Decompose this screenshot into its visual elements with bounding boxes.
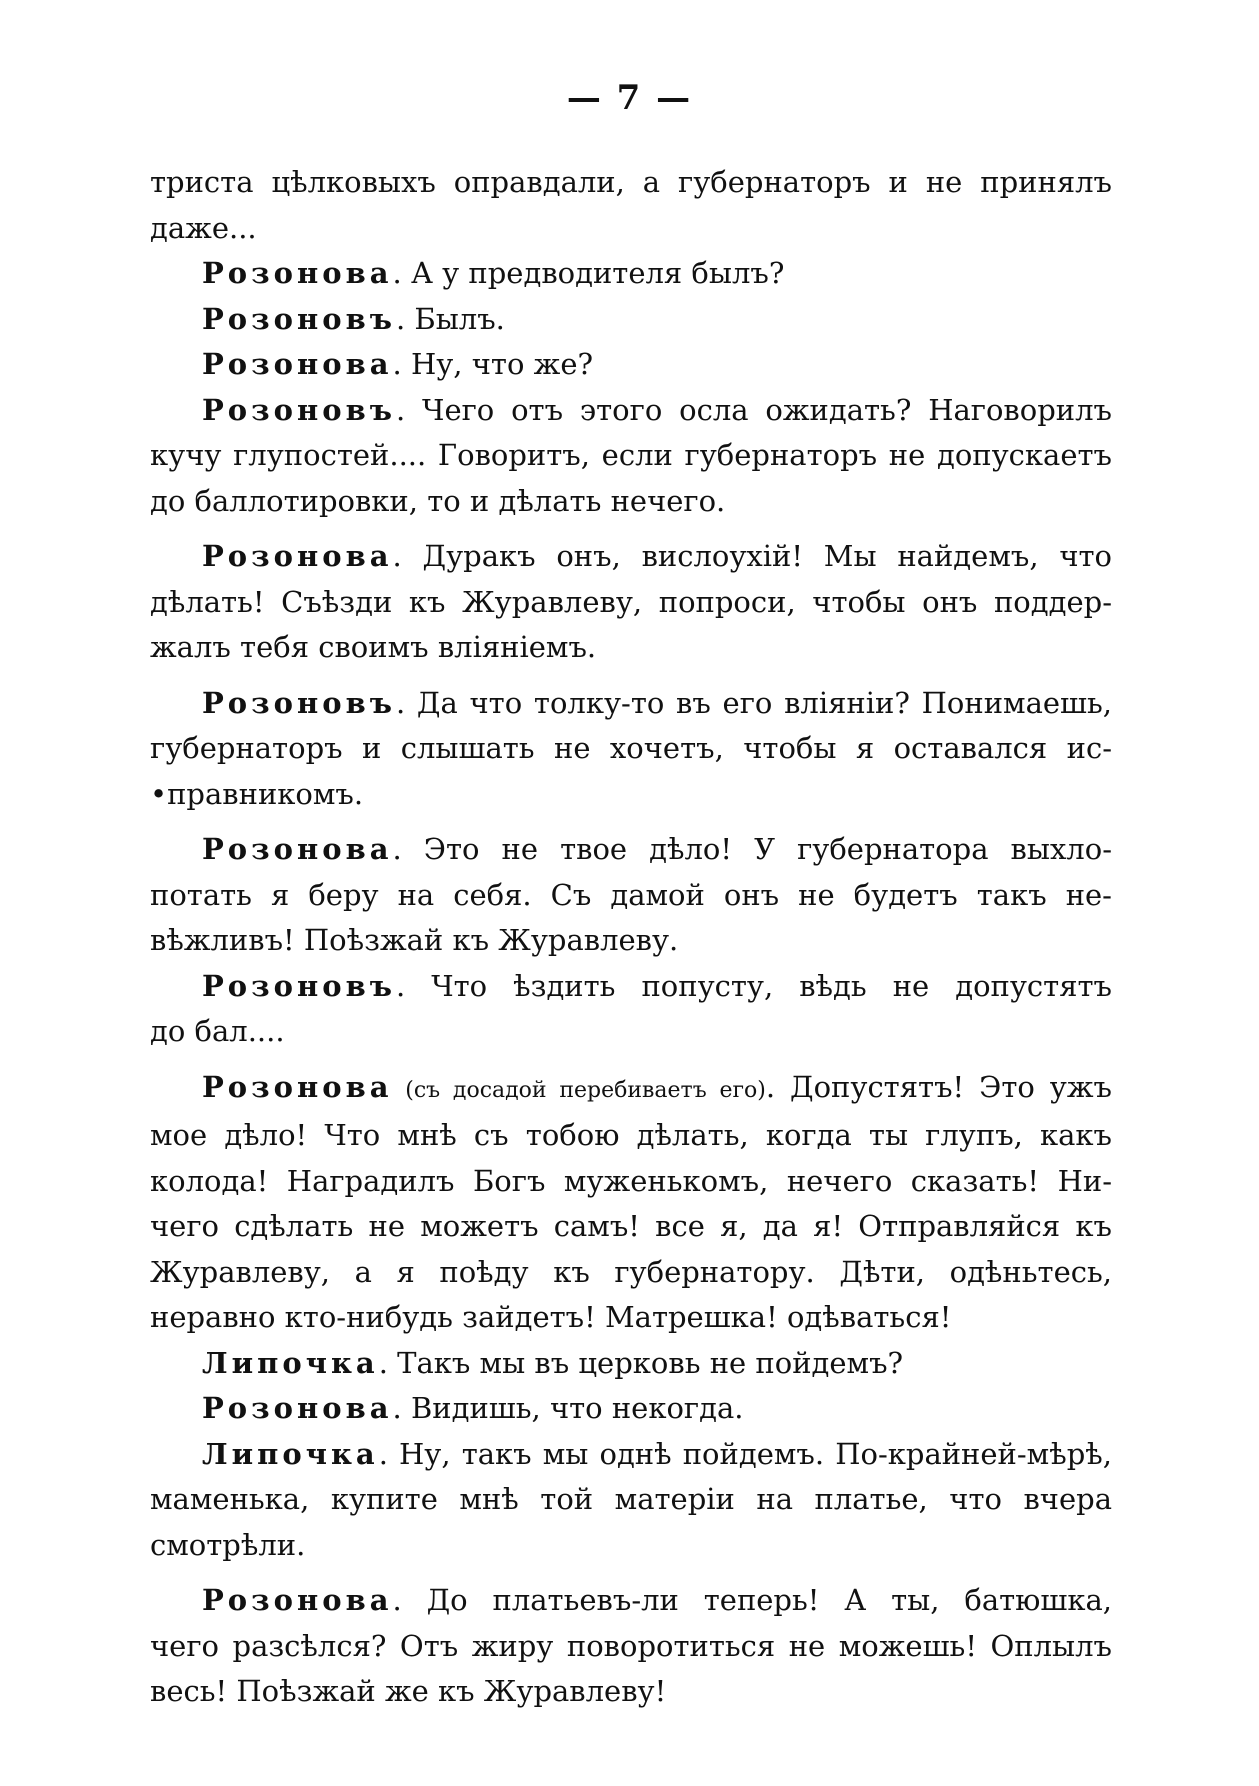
speech-text: . Чего отъ этого осла ожидать? Наговорилъ [395,392,1112,427]
speech-text: . Дуракъ онъ, вислоухій! Мы найдемъ, что [392,539,1112,573]
dialogue-line [150,297,1112,343]
page-number: — 7 — [566,78,693,118]
speaker-name: Розоновъ [202,392,396,427]
text-line: весь! Поѣзжай же къ Журавлеву! [150,1674,667,1708]
text-line: чего разсѣлся? Отъ жиру поворотиться не можешь! Оплылъ [150,1628,1112,1663]
stage-direction: (съ досадой перебиваетъ его) [392,1077,766,1103]
speaker-name: Розонова [202,347,393,381]
speaker-name: Розоновъ [202,685,396,720]
dialogue-line [150,388,1112,434]
speaker-name: Липочка [202,1436,379,1471]
text-line: даже... [150,210,257,245]
dialogue-line [150,251,1112,297]
dialogue-line [150,534,1112,580]
speech-text: . Да что толку-то въ его вліяніи? Понимаешь, [395,685,1112,720]
speaker-name: Розонова [202,1069,393,1104]
speech-text: . Видишь, что некогда. [392,1391,744,1425]
text-line: смотрѣли. [150,1527,306,1562]
text-line: до бал.... [150,1014,285,1048]
dialogue-line [150,1341,1112,1387]
text-line: колода! Наградилъ Богъ муженькомъ, нечего сказать! Ни- [150,1163,1112,1198]
dialogue-line [150,681,1112,727]
speech-text: . Ну, такъ мы однѣ пойдемъ. По-крайней-мѣрѣ, [378,1436,1112,1471]
text-line: маменька, купите мнѣ той матеріи на платье, что вчера [150,1482,1112,1516]
text-line: потать я беру на себя. Съ дамой онъ не будетъ такъ не- [150,877,1112,912]
text-line: вѣжливъ! Поѣзжай къ Журавлеву. [150,923,679,957]
text-line: до баллотировки, то и дѣлать нечего. [150,483,726,518]
speaker-name: Розонова [202,1583,393,1617]
play-text [150,160,1112,1715]
text-line: дѣлать! Съѣзди къ Журавлеву, попроси, чтобы онъ поддер- [150,584,1112,619]
speech-text: . Это не твое дѣло! У губернатора выхло- [392,832,1112,866]
text-line: неравно кто-нибудь зайдетъ! Матрешка! одѣваться! [150,1300,952,1334]
dialogue-line [150,1432,1112,1478]
speech-text: . Былъ. [395,301,505,336]
dialogue-line [150,1065,1112,1114]
speech-text: . А у предводителя былъ? [392,256,785,290]
speech-text: . Допустятъ! Это ужъ [765,1069,1112,1104]
dialogue-line [150,1386,1112,1432]
text-line: триста цѣлковыхъ оправдали, а губернаторъ и не принялъ [150,165,1112,199]
text-line: чего сдѣлать не можетъ самъ! все я, да я! Отправляйся къ [150,1209,1112,1243]
text-line: жалъ тебя своимъ вліяніемъ. [150,630,597,664]
speaker-name: Розонова [202,1391,393,1425]
text-line: Журавлеву, а я поѣду къ губернатору. Дѣти, одѣньтесь, [150,1254,1112,1289]
speech-text: . Такъ мы въ церковь не пойдемъ? [378,1345,904,1380]
speaker-name: Розонова [202,539,393,573]
text-line: •правникомъ. [150,776,364,811]
dialogue-line [150,964,1112,1010]
text-line: кучу глупостей.... Говоритъ, если губернаторъ не допускаетъ [150,438,1112,472]
text-line: мое дѣло! Что мнѣ съ тобою дѣлать, когда ты глупъ, какъ [150,1118,1112,1152]
speaker-name: Розонова [202,832,393,866]
speech-text: . Что ѣздить попусту, вѣдь не допустятъ [395,968,1112,1003]
speaker-name: Липочка [202,1345,379,1380]
text-line: губернаторъ и слышать не хочетъ, чтобы я оставался ис- [150,731,1112,765]
dialogue-line [150,827,1112,873]
speaker-name: Розонова [202,256,393,290]
speech-text: . До платьевъ-ли теперь! А ты, батюшка, [392,1583,1112,1617]
dialogue-line [150,342,1112,388]
speech-text: . Ну, что же? [392,347,594,381]
speaker-name: Розоновъ [202,968,396,1003]
dialogue-line [150,1578,1112,1624]
speaker-name: Розоновъ [202,301,396,336]
